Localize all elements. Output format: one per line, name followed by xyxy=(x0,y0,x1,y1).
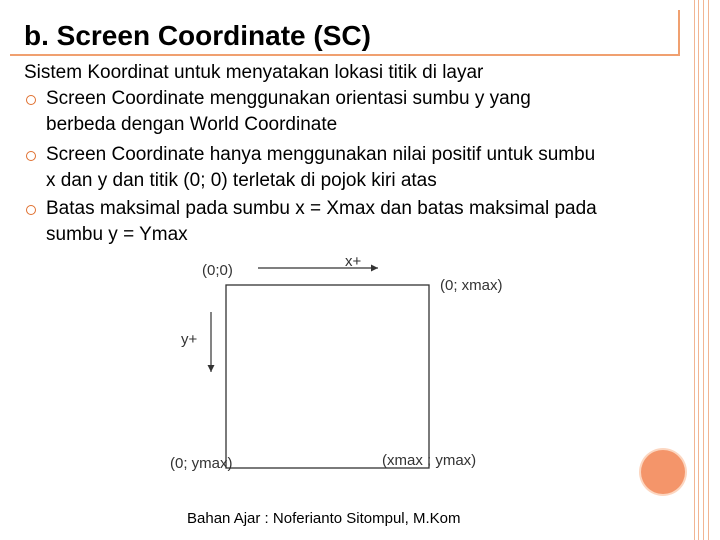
bullet-line: Screen Coordinate hanya menggunakan nilai positif untuk sumbu xyxy=(46,144,596,165)
bullet-line: x dan y dan titik (0; 0) terletak di pojok kiri atas xyxy=(46,170,437,191)
bullet-line: Batas maksimal pada sumbu x = Xmax dan batas maksimal pada xyxy=(46,198,597,219)
slide-title: b. Screen Coordinate (SC) xyxy=(24,20,371,51)
bottom-right-corner-label: (xmax ; ymax) xyxy=(382,452,477,469)
footer-credit: Bahan Ajar : Noferianto Sitompul, M.Kom xyxy=(187,510,461,527)
x-axis-label: x+ xyxy=(345,253,362,270)
intro-text: Sistem Koordinat untuk menyatakan lokasi titik di layar xyxy=(24,62,484,83)
bullet-line: berbeda dengan World Coordinate xyxy=(46,114,338,135)
top-right-corner-label: (0; xmax) xyxy=(440,277,503,294)
bottom-left-corner-label: (0; ymax) xyxy=(170,455,233,472)
bullet-line: Screen Coordinate menggunakan orientasi sumbu y yang xyxy=(46,88,531,109)
screen-rectangle xyxy=(226,285,429,468)
origin-label: (0;0) xyxy=(202,262,233,279)
bullet-line: sumbu y = Ymax xyxy=(46,224,188,245)
y-axis-label: y+ xyxy=(181,331,198,348)
